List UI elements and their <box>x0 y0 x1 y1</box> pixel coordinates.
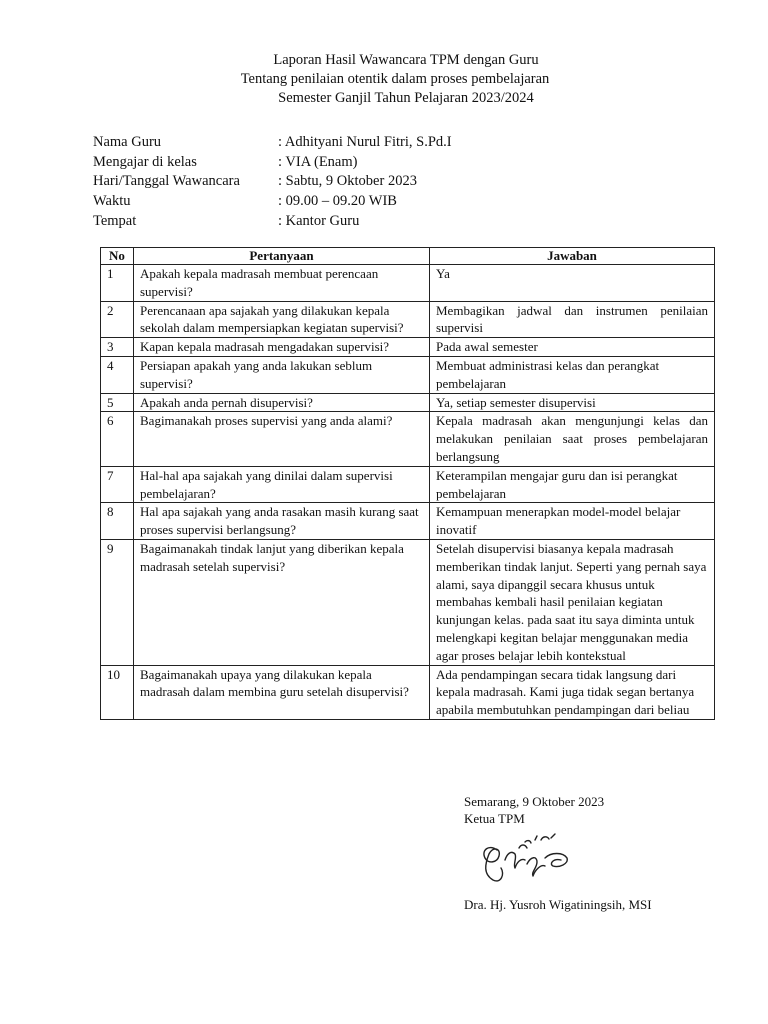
row-answer: Kemampuan menerapkan model-model belajar inovatif <box>430 503 715 540</box>
row-answer: Ya <box>430 265 715 302</box>
table-row <box>101 265 715 302</box>
row-question: Bagaimanakah tindak lanjut yang diberikan kepala madrasah setelah supervisi? <box>134 539 430 665</box>
info-row-time <box>93 192 452 212</box>
table-row <box>101 338 715 357</box>
info-value: : VIA (Enam) <box>278 153 358 170</box>
signatory-name: Dra. Hj. Yusroh Wigatiningsih, MSI <box>464 897 652 912</box>
row-answer: Membuat administrasi kelas dan perangkat pembelajaran <box>430 356 715 393</box>
info-label: Mengajar di kelas <box>93 153 197 170</box>
row-question: Persiapan apakah yang anda lakukan seblum supervisi? <box>134 356 430 393</box>
row-answer: Ya, setiap semester disupervisi <box>430 393 715 412</box>
row-number: 7 <box>101 466 134 503</box>
row-number: 9 <box>101 539 134 665</box>
interview-table <box>100 247 715 720</box>
row-question: Hal apa sajakah yang anda rasakan masih kurang saat proses supervisi berlangsung? <box>134 503 430 540</box>
row-number: 10 <box>101 665 134 719</box>
row-question: Bagaimanakah upaya yang dilakukan kepala madrasah dalam membina guru setelah disupervisi? <box>134 665 430 719</box>
row-answer: Setelah disupervisi biasanya kepala madrasah memberikan tindak lanjut. Seperti yang pernah saya alami, saya dipanggil secara khusus untuk membahas kembali hasil penilaian kegiatan kunjungan kelas. pada saat itu saya diminta untuk melengkapi kegitan belajar menggunakan media agar proses belajar lebih kontekstual <box>430 539 715 665</box>
header-no: No <box>101 248 134 265</box>
table-header-row <box>101 248 715 265</box>
row-number: 5 <box>101 393 134 412</box>
info-label: Nama Guru <box>93 134 162 150</box>
table-row <box>101 301 715 338</box>
table-row <box>101 393 715 412</box>
signatory-role: Ketua TPM <box>464 811 525 826</box>
interview-info <box>93 133 452 231</box>
info-label: Hari/Tanggal Wawancara <box>93 173 240 190</box>
info-value: : Adhityani Nurul Fitri, S.Pd.I <box>278 134 452 150</box>
info-row-place <box>93 212 452 232</box>
info-row-date <box>93 172 452 192</box>
place-date: Semarang, 9 Oktober 2023 <box>464 794 605 809</box>
header-question: Pertanyaan <box>134 248 430 265</box>
row-number: 8 <box>101 503 134 540</box>
table-row <box>101 503 715 540</box>
table-row <box>101 356 715 393</box>
row-question: Apakah anda pernah disupervisi? <box>134 393 430 412</box>
row-number: 1 <box>101 265 134 302</box>
table-row <box>101 665 715 719</box>
row-question: Bagimanakah proses supervisi yang anda alami? <box>134 412 430 466</box>
row-question: Perencanaan apa sajakah yang dilakukan kepala sekolah dalam mempersiapkan kegiatan supervisi? <box>134 301 430 338</box>
row-question: Apakah kepala madrasah membuat perencaan supervisi? <box>134 265 430 302</box>
row-number: 6 <box>101 412 134 466</box>
row-number: 4 <box>101 356 134 393</box>
info-row-teacher-name <box>93 133 452 153</box>
info-label: Tempat <box>93 212 137 229</box>
row-answer: Membagikan jadwal dan instrumen penilaian supervisi <box>430 301 715 338</box>
row-answer: Ada pendampingan secara tidak langsung dari kepala madrasah. Kami juga tidak segan bertanya apabila membutuhkan pendampingan dari beliau <box>430 665 715 719</box>
table-row <box>101 466 715 503</box>
row-number: 3 <box>101 338 134 357</box>
table-row <box>101 539 715 665</box>
handwritten-signature-icon <box>475 830 580 890</box>
row-question: Hal-hal apa sajakah yang dinilai dalam supervisi pembelajaran? <box>134 466 430 503</box>
info-value: : Sabtu, 9 Oktober 2023 <box>278 173 417 190</box>
info-row-class <box>93 153 452 173</box>
header-answer: Jawaban <box>430 248 715 265</box>
info-value: : Kantor Guru <box>278 212 360 229</box>
report-subtitle: Tentang penilaian otentik dalam proses pembelajaran <box>240 71 550 87</box>
info-label: Waktu <box>93 193 131 210</box>
info-value: : 09.00 – 09.20 WIB <box>278 193 397 210</box>
row-question: Kapan kepala madrasah mengadakan supervisi? <box>134 338 430 357</box>
table-row <box>101 412 715 466</box>
row-answer: Kepala madrasah akan mengunjungi kelas dan melakukan penilaian saat proses pembelajaran berlangsung <box>430 412 715 466</box>
report-semester: Semester Ganjil Tahun Pelajaran 2023/2024 <box>278 90 534 106</box>
row-answer: Keterampilan mengajar guru dan isi perangkat pembelajaran <box>430 466 715 503</box>
row-number: 2 <box>101 301 134 338</box>
report-title: Laporan Hasil Wawancara TPM dengan Guru <box>273 52 539 68</box>
row-answer: Pada awal semester <box>430 338 715 357</box>
